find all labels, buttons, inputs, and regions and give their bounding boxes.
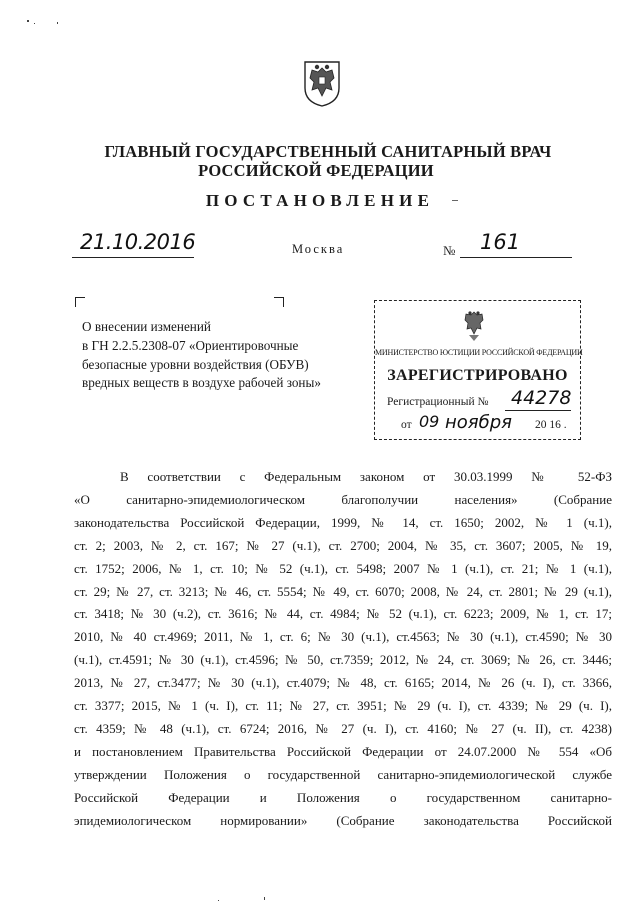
organization-name-line2: РОССИЙСКОЙ ФЕДЕРАЦИИ	[198, 161, 434, 180]
number-underline	[460, 257, 572, 258]
body-line: ст. 3418; № 30 (ч.2), ст. 3616; № 44, ст. 4984; № 52 (ч.1), ст. 6223; 2009, № 1, ст. 17;	[74, 606, 612, 622]
scan-speck	[27, 20, 29, 22]
city-label: Москва	[292, 242, 345, 256]
subject-block	[82, 318, 321, 393]
stamp-month: ноября	[445, 412, 512, 433]
date-underline	[72, 257, 194, 258]
body-line: ст. 2; 2003, № 2, ст. 167; № 27 (ч.1), ст. 2700; 2004, № 35, ст. 3607; 2005, № 19,	[74, 537, 612, 553]
scan-mark	[452, 200, 458, 201]
document-number: 161	[480, 230, 521, 254]
body-line: 2010, № 40 ст.4969; 2011, № 1, ст. 6; № 30 (ч.1), ст.4563; № 30 (ч.1), ст.4590; № 30	[74, 629, 612, 645]
subject-line: О внесении изменений	[82, 319, 211, 334]
number-label: №	[443, 243, 456, 258]
stamp-from-label: от	[401, 419, 412, 431]
scan-speck	[264, 897, 265, 900]
body-line: Российской Федерации и Положения о государственном санитарно-	[74, 789, 612, 805]
body-line: 2013, № 27, ст.3477; № 30 (ч.1), ст.4079; № 48, ст. 6165; 2014, № 26 (ч. I), ст. 3366,	[74, 675, 612, 691]
stamp-registered: ЗАРЕГИСТРИРОВАНО	[387, 367, 568, 384]
body-line: ст. 29; № 27, ст. 3213; № 46, ст. 5554; № 49, ст. 6070; 2008, № 24, ст. 2801; № 29 (ч.1),	[74, 583, 612, 599]
body-line: В соответствии с Федеральным законом от 30.03.1999 № 52-ФЗ	[120, 469, 612, 484]
subject-line: вредных веществ в воздухе рабочей зоны»	[82, 375, 321, 391]
subject-corner-left	[75, 297, 85, 307]
stamp-reg-label: Регистрационный №	[387, 396, 489, 408]
stamp-reg-underline	[505, 410, 571, 411]
scan-speck	[57, 22, 58, 24]
scan-speck	[218, 900, 219, 901]
organization-name-line1: ГЛАВНЫЙ ГОСУДАРСТВЕННЫЙ САНИТАРНЫЙ ВРАЧ	[104, 142, 552, 161]
body-line: законодательства Российской Федерации, 1999, № 14, ст. 1650; 2002, № 1 (ч.1),	[74, 514, 612, 530]
document-date: 21.10.2016	[80, 230, 196, 254]
body-line: ст. 4359; № 48 (ч.1), ст. 6724; 2016, № 27 (ч. I), ст. 4160; № 27 (ч. II), ст. 4238)	[74, 720, 612, 736]
stamp-year: 20 16 .	[535, 419, 567, 431]
body-line: эпидемиологическом нормировании» (Собрание законодательства Российской	[74, 812, 612, 828]
body-line: ст. 1752; 2006, № 1, ст. 10; № 52 (ч.1), ст. 5498; 2007 № 1 (ч.1), ст. 21; № 1 (ч.1),	[74, 560, 612, 576]
subject-line: в ГН 2.2.5.2308-07 «Ориентировочные	[82, 337, 299, 353]
subject-corner-right	[274, 297, 284, 307]
body-line: утверждении Положения о государственной санитарно-эпидемиологической службе	[74, 766, 612, 782]
stamp-coat-of-arms-icon	[459, 309, 489, 343]
coat-of-arms-icon	[300, 58, 344, 108]
stamp-ministry: МИНИСТЕРСТВО ЮСТИЦИИ РОССИЙСКОЙ ФЕДЕРАЦИИ	[375, 348, 583, 357]
scan-speck	[34, 23, 35, 24]
subject-line: безопасные уровни воздействия (ОБУВ)	[82, 356, 309, 372]
body-line: и постановлением Правительства Российской Федерации от 24.07.2000 № 554 «Об	[74, 743, 612, 759]
document-title: ПОСТАНОВЛЕНИЕ	[205, 191, 435, 210]
stamp-day: 09	[419, 412, 440, 431]
body-line: «О санитарно-эпидемиологическом благополучии населения» (Собрание	[74, 491, 612, 507]
stamp-reg-number: 44278	[511, 387, 572, 409]
body-line: (ч.1), ст.4591; № 30 (ч.1), ст.4596; № 50, ст.7359; 2012, № 24, ст. 3069; № 26, ст. 3446;	[74, 652, 612, 668]
body-line: ст. 3377; 2015, № 1 (ч. I), ст. 11; № 27, ст. 3951; № 29 (ч. I), ст. 4339; № 29 (ч. I),	[74, 698, 612, 714]
body-text	[74, 466, 612, 833]
registration-stamp	[374, 300, 581, 440]
